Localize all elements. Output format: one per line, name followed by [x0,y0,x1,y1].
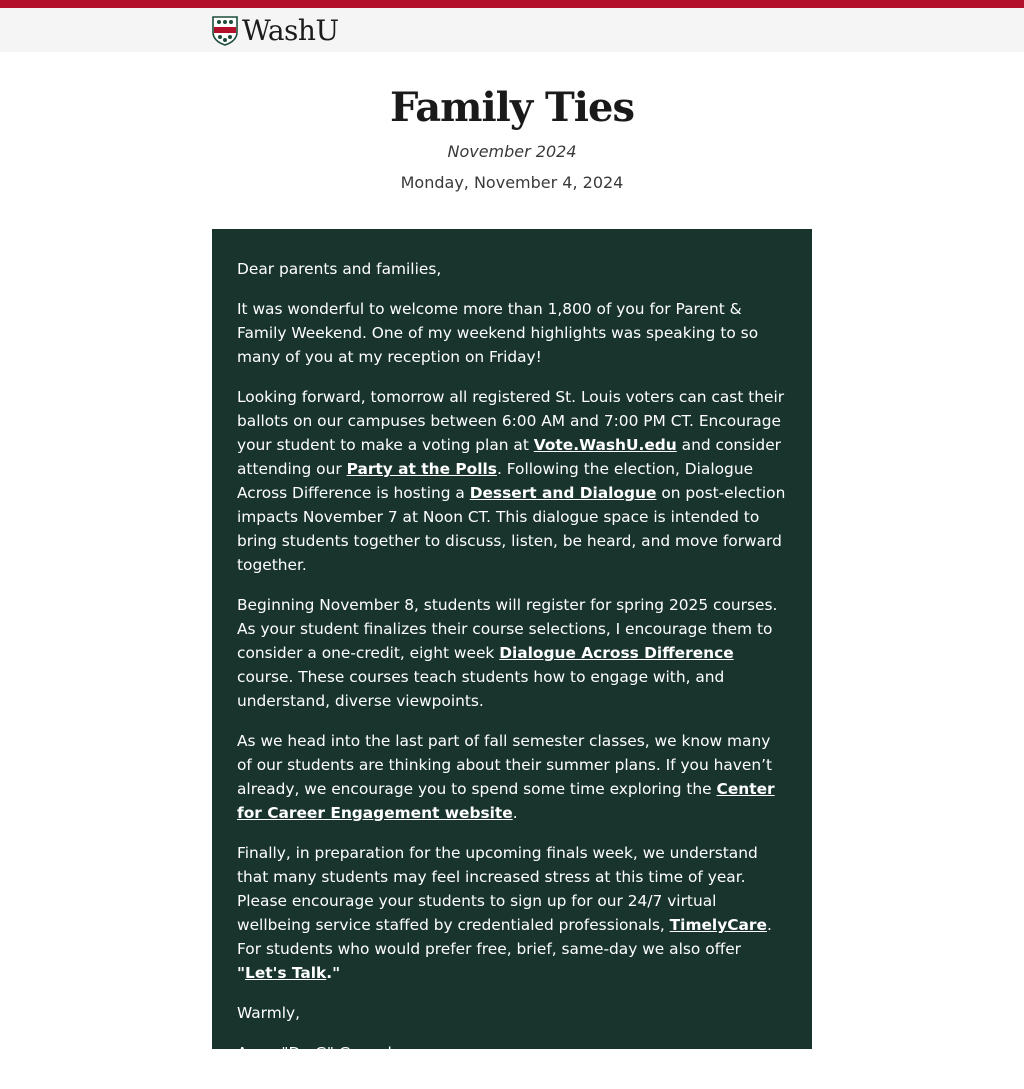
signature-title: Vice Chancellor for Student Affairs [237,1068,502,1086]
letter-closing: Warmly, [237,1004,300,1022]
career-engagement-link[interactable]: Center for Career Engagement website [237,780,775,822]
dessert-and-dialogue-link[interactable]: Dessert and Dialogue [469,484,657,502]
letter-paragraph-1: It was wonderful to welcome more than 1,800 of you for Parent & Family Weekend. One of my weekend highlights was speaking to so many of you at my reception on Friday! [237,300,759,366]
washu-shield-icon [212,16,238,46]
washu-logo[interactable] [212,16,339,46]
newsletter-title: Family Ties [390,84,634,131]
party-at-the-polls-link[interactable]: Party at the Polls [346,460,497,478]
letter-paragraph-5: Finally, in preparation for the upcoming finals week, we understand that many students may feel increased stress at this time of year. Please encourage your students to sign up for our 24/7 virtual wellbeing service staffed by credentialed professionals, TimelyCare. For students who would prefer free, brief, same-day we also offer "Let's Talk." [237,844,772,982]
newsletter-issue: November 2024 [447,142,577,161]
letter-card [212,229,812,1086]
signature-name: Anna "Dr. G" Gonzalez [237,1044,410,1062]
timelycare-link[interactable]: TimelyCare [669,916,767,934]
letter-paragraph-4: As we head into the last part of fall semester classes, we know many of our students are thinking about their summer plans. If you haven’t already, we encourage you to spend some time exploring the Center for Career Engagement website. [237,732,775,822]
lets-talk-link[interactable]: Let's Talk [245,964,327,982]
newsletter-heading [0,52,1024,192]
header [0,8,1024,52]
logo-wordmark: WashU [242,14,339,47]
brand-top-bar [0,0,1024,8]
letter-paragraph-2: Looking forward, tomorrow all registered St. Louis voters can cast their ballots on our campuses between 6:00 AM and 7:00 PM CT. Encourage your student to make a voting plan at Vote.WashU.edu and consider attending our Party at the Polls. Following the election, Dialogue Across Difference is hosting a Dessert and Dialogue on post-election impacts November 7 at Noon CT. This dialogue space is intended to bring students together to discuss, listen, be heard, and move forward together. [237,388,786,574]
newsletter-date: Monday, November 4, 2024 [400,173,624,192]
signature [237,1041,787,1089]
dialogue-across-difference-link[interactable]: Dialogue Across Difference [499,644,734,662]
letter-greeting: Dear parents and families, [237,260,442,278]
vote-washu-link[interactable]: Vote.WashU.edu [533,436,677,454]
letter-paragraph-3: Beginning November 8, students will register for spring 2025 courses. As your student finalizes their course selections, I encourage them to consider a one-credit, eight week Dialogue Across Difference course. These courses teach students how to engage with, and understand, diverse viewpoints. [237,596,778,710]
